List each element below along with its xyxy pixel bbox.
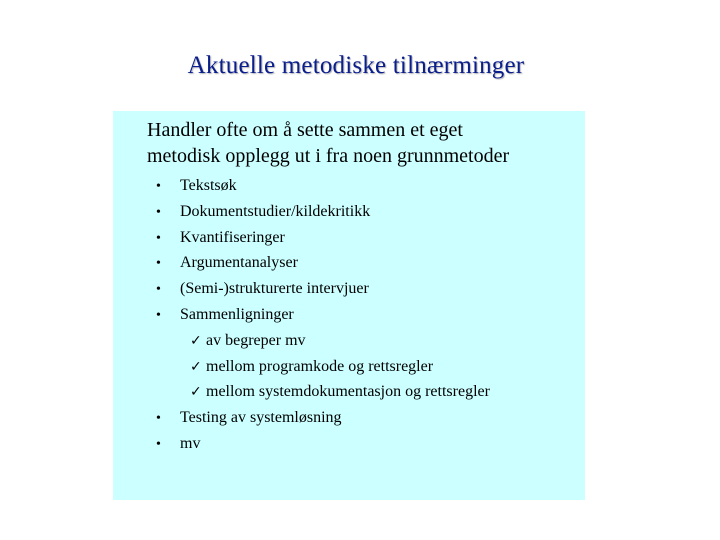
list-item — [156, 431, 576, 457]
list-item-label: Testing av systemløsning — [180, 409, 342, 427]
list-item-label: Kvantifiseringer — [180, 228, 285, 246]
bullet-icon: • — [156, 179, 161, 194]
checkmark-icon: ✓ — [190, 358, 202, 375]
sub-list-item — [156, 328, 576, 354]
list-item — [156, 225, 576, 251]
list-item — [156, 199, 576, 225]
list-item-label: Sammenligninger — [180, 305, 294, 323]
list-item — [156, 250, 576, 276]
list-item-label: (Semi-)strukturerte intervjuer — [180, 280, 369, 298]
sub-list-item-label: mellom systemdokumentasjon og rettsregler — [206, 383, 490, 401]
bullet-icon: • — [156, 256, 161, 272]
checkmark-icon: ✓ — [190, 332, 202, 349]
bullet-icon: • — [156, 307, 161, 323]
list-item — [156, 405, 576, 431]
list-item-label: mv — [180, 434, 201, 452]
method-list — [156, 173, 576, 457]
list-item-label: Argumentanalyser — [180, 254, 298, 272]
intro-line-2: metodisk opplegg ut i fra noen grunnmetoder — [147, 145, 510, 167]
sub-list-item — [156, 354, 576, 380]
bullet-icon: • — [156, 411, 161, 427]
list-item-label: Dokumentstudier/kildekritikk — [180, 202, 371, 220]
bullet-icon: • — [156, 204, 161, 220]
sub-list-item-label: mellom programkode og rettsregler — [206, 357, 434, 375]
sub-list-item-label: av begreper mv — [206, 331, 306, 349]
intro-line-1: Handler ofte om å sette sammen et eget — [147, 119, 463, 141]
list-item — [156, 302, 576, 328]
list-item — [156, 173, 576, 199]
list-item — [156, 276, 576, 302]
slide-title: Aktuelle metodiske tilnærminger — [187, 52, 525, 79]
list-item-label: Tekstsøk — [180, 177, 237, 194]
bullet-icon: • — [156, 282, 161, 298]
intro-text — [147, 117, 577, 169]
sub-list-item — [156, 379, 576, 405]
checkmark-icon: ✓ — [190, 384, 202, 401]
bullet-icon: • — [156, 436, 161, 452]
bullet-icon: • — [156, 230, 161, 246]
